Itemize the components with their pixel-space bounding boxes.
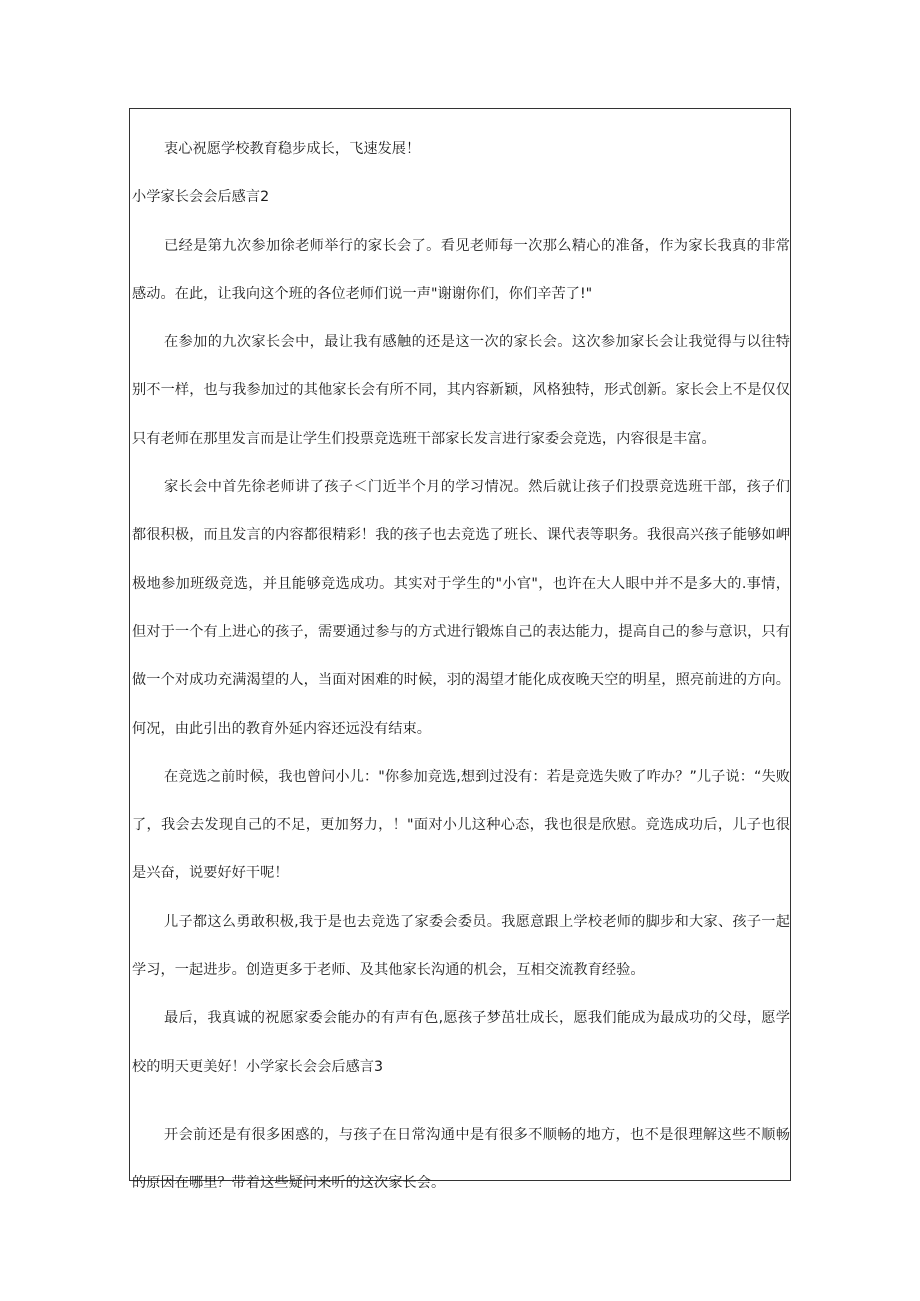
paragraph-ninth-meeting: 已经是第九次参加徐老师举行的家长会了。看见老师每一次那么精心的准备，作为家长我真的非常感动。在此，让我向这个班的各位老师们说一声"谢谢你们，你们辛苦了!" xyxy=(132,237,790,302)
section-heading-2: 小学家长会会后感言2 xyxy=(132,189,270,206)
paragraph-before-meeting-confusion: 开会前还是有很多困惑的，与孩子在日常沟通中是有很多不顺畅的地方，也不是很理解这些不顺畅的原因在哪里？带着这些疑问来听的这次家长会。 xyxy=(132,1126,790,1192)
paragraph-before-election: 在竞选之前时候，我也曾问小儿："你参加竞选,想到过没有：若是竞选失败了咋办？”儿子说：“失败了，我会去发现自己的不足，更加努力，！"面对小儿这种心态，我也很是欣慰。竞选成功后，儿子也很是兴奋，说要好好干呢！ xyxy=(132,768,790,882)
spacer xyxy=(132,1091,790,1111)
paragraph-most-touching: 在参加的九次家长会中，最让我有感触的还是这一次的家长会。这次参加家长会让我觉得与以往特别不一样，也与我参加过的其他家长会有所不同，其内容新颖，风格独特，形式创新。家长会上不是仅仅只有老师在那里发言而是让学生们投票竞选班干部家长发言进行家委会竞选，内容很是丰富。 xyxy=(132,334,790,447)
paragraph-closing-wish: 衷心祝愿学校教育稳步成长，飞速发展！ xyxy=(164,141,421,157)
paragraph-meeting-content: 家长会中首先徐老师讲了孩子＜门近半个月的学习情况。然后就让孩子们投票竞选班干部，孩子们都很积极，而且发言的内容都很精彩！我的孩子也去竞选了班长、课代表等职务。我很高兴孩子能够如岬极地参加班级竞选，并且能够竞选成功。其实对于学生的"小官"，也许在大人眼中并不是多大的.事情，但对于一个有上进心的孩子，需要通过参与的方式进行锻炼自己的表达能力，提高自己的参与意识，只有做一个对成功充满渴望的人，当面对困难的时候，羽的渴望才能化成夜晚天空的明星，照亮前进的方向。何况，由此引出的教育外延内容还远没有结束。 xyxy=(132,479,790,737)
document-body xyxy=(132,125,790,1208)
paragraph-final-wish: 最后，我真诚的祝愿家委会能办的有声有色,愿孩子梦茁壮成长，愿我们能成为最成功的父母，愿学校的明天更美好！小学家长会会后感言3 xyxy=(132,1010,790,1075)
paragraph-parent-committee: 儿子都这么勇敢积极,我于是也去竞选了家委会委员。我愿意跟上学校老师的脚步和大家、孩子一起学习，一起进步。创造更多于老师、及其他家长沟通的机会，互相交流教育经验。 xyxy=(132,913,790,979)
page-frame xyxy=(129,108,791,1192)
